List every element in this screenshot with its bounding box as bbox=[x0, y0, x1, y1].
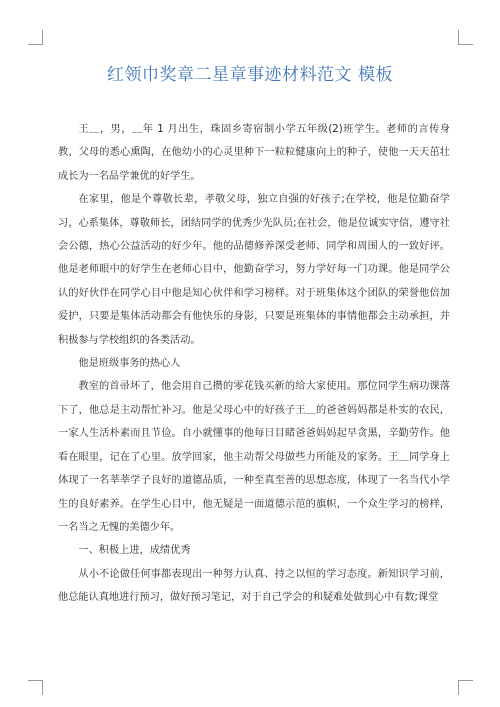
paragraph-class-helper: 教室的首帚坏了，他会用自己攒的零花钱买新的给大家使用。那位同学生病功课落下了，他总是主动帮忙补习。他是父母心中的好孩子王＿的爸爸妈妈都是朴实的农民，一家人生活朴素而且节俭。自小就懂事的他每日目睹爸爸妈妈起早贪黑，辛勤劳作。他看在眼里，记在了心里。放学回家，他主动帮父母做些力所能及的家务。王＿同学身上体现了一名莘莘学子良好的道德品质，一种至真至善的思想态度，体现了一名当代小学生的良好素养。在学生心目中，他无疑是一面道德示范的旗帜，一个众生学习的榜样，一名当之无愧的美德少年。 bbox=[58, 381, 450, 533]
paragraph-home-school-society: 在家里，他是个尊敬长辈，孝敬父母，独立自强的好孩子;在学校，他是位勤奋学习，心系集体，尊敬师长，团结同学的优秀少先队员;在社会，他是位诚实守信，遵守社会公德，热心公益活动的好少年。他的品德修养深受老师、同学和周围人的一致好评。他是老师眼中的好学生在老师心目中，他勤奋学习，努力学好每一门功课。他是同学公认的好伙伴在同学心目中他是知心伙伴和学习榜样。对于班集体这个团队的荣誉他倍加爱护，只要是集体活动都会有他快乐的身影，只要是班集体的事情他都会主动承担，并积极参与学校组织的各类活动。 bbox=[58, 194, 450, 346]
crop-mark-top-right bbox=[458, 30, 473, 45]
paragraph-intro: 王＿，男，＿年 1 月出生，珠固乡寄宿制小学五年级(2)班学生。老师的言传身教，父母的悉心熏陶，在他幼小的心灵里种下一粒粒健康向上的种子，使他一天天茁壮成长为一名品学兼优的好学生。 bbox=[58, 124, 450, 182]
document-title: 红领巾奖章二星章事迹材料范文 模板 bbox=[107, 65, 393, 85]
crop-mark-top-left bbox=[28, 30, 43, 45]
crop-mark-bottom-right bbox=[458, 680, 473, 695]
section-heading-1: 一、积极上进，成绩优秀 bbox=[78, 545, 191, 557]
crop-mark-bottom-left bbox=[28, 680, 43, 695]
paragraph-study-attitude: 从小不论做任何事都表现出一种努力认真、持之以恒的学习态度。新知识学习前，他总能认真地进行预习，做好预习笔记，对于自己学会的和疑难处做到心中有数;课堂 bbox=[58, 568, 450, 604]
paragraph-class-helper-heading: 他是班级事务的热心人 bbox=[78, 358, 181, 370]
document-body bbox=[58, 118, 450, 610]
